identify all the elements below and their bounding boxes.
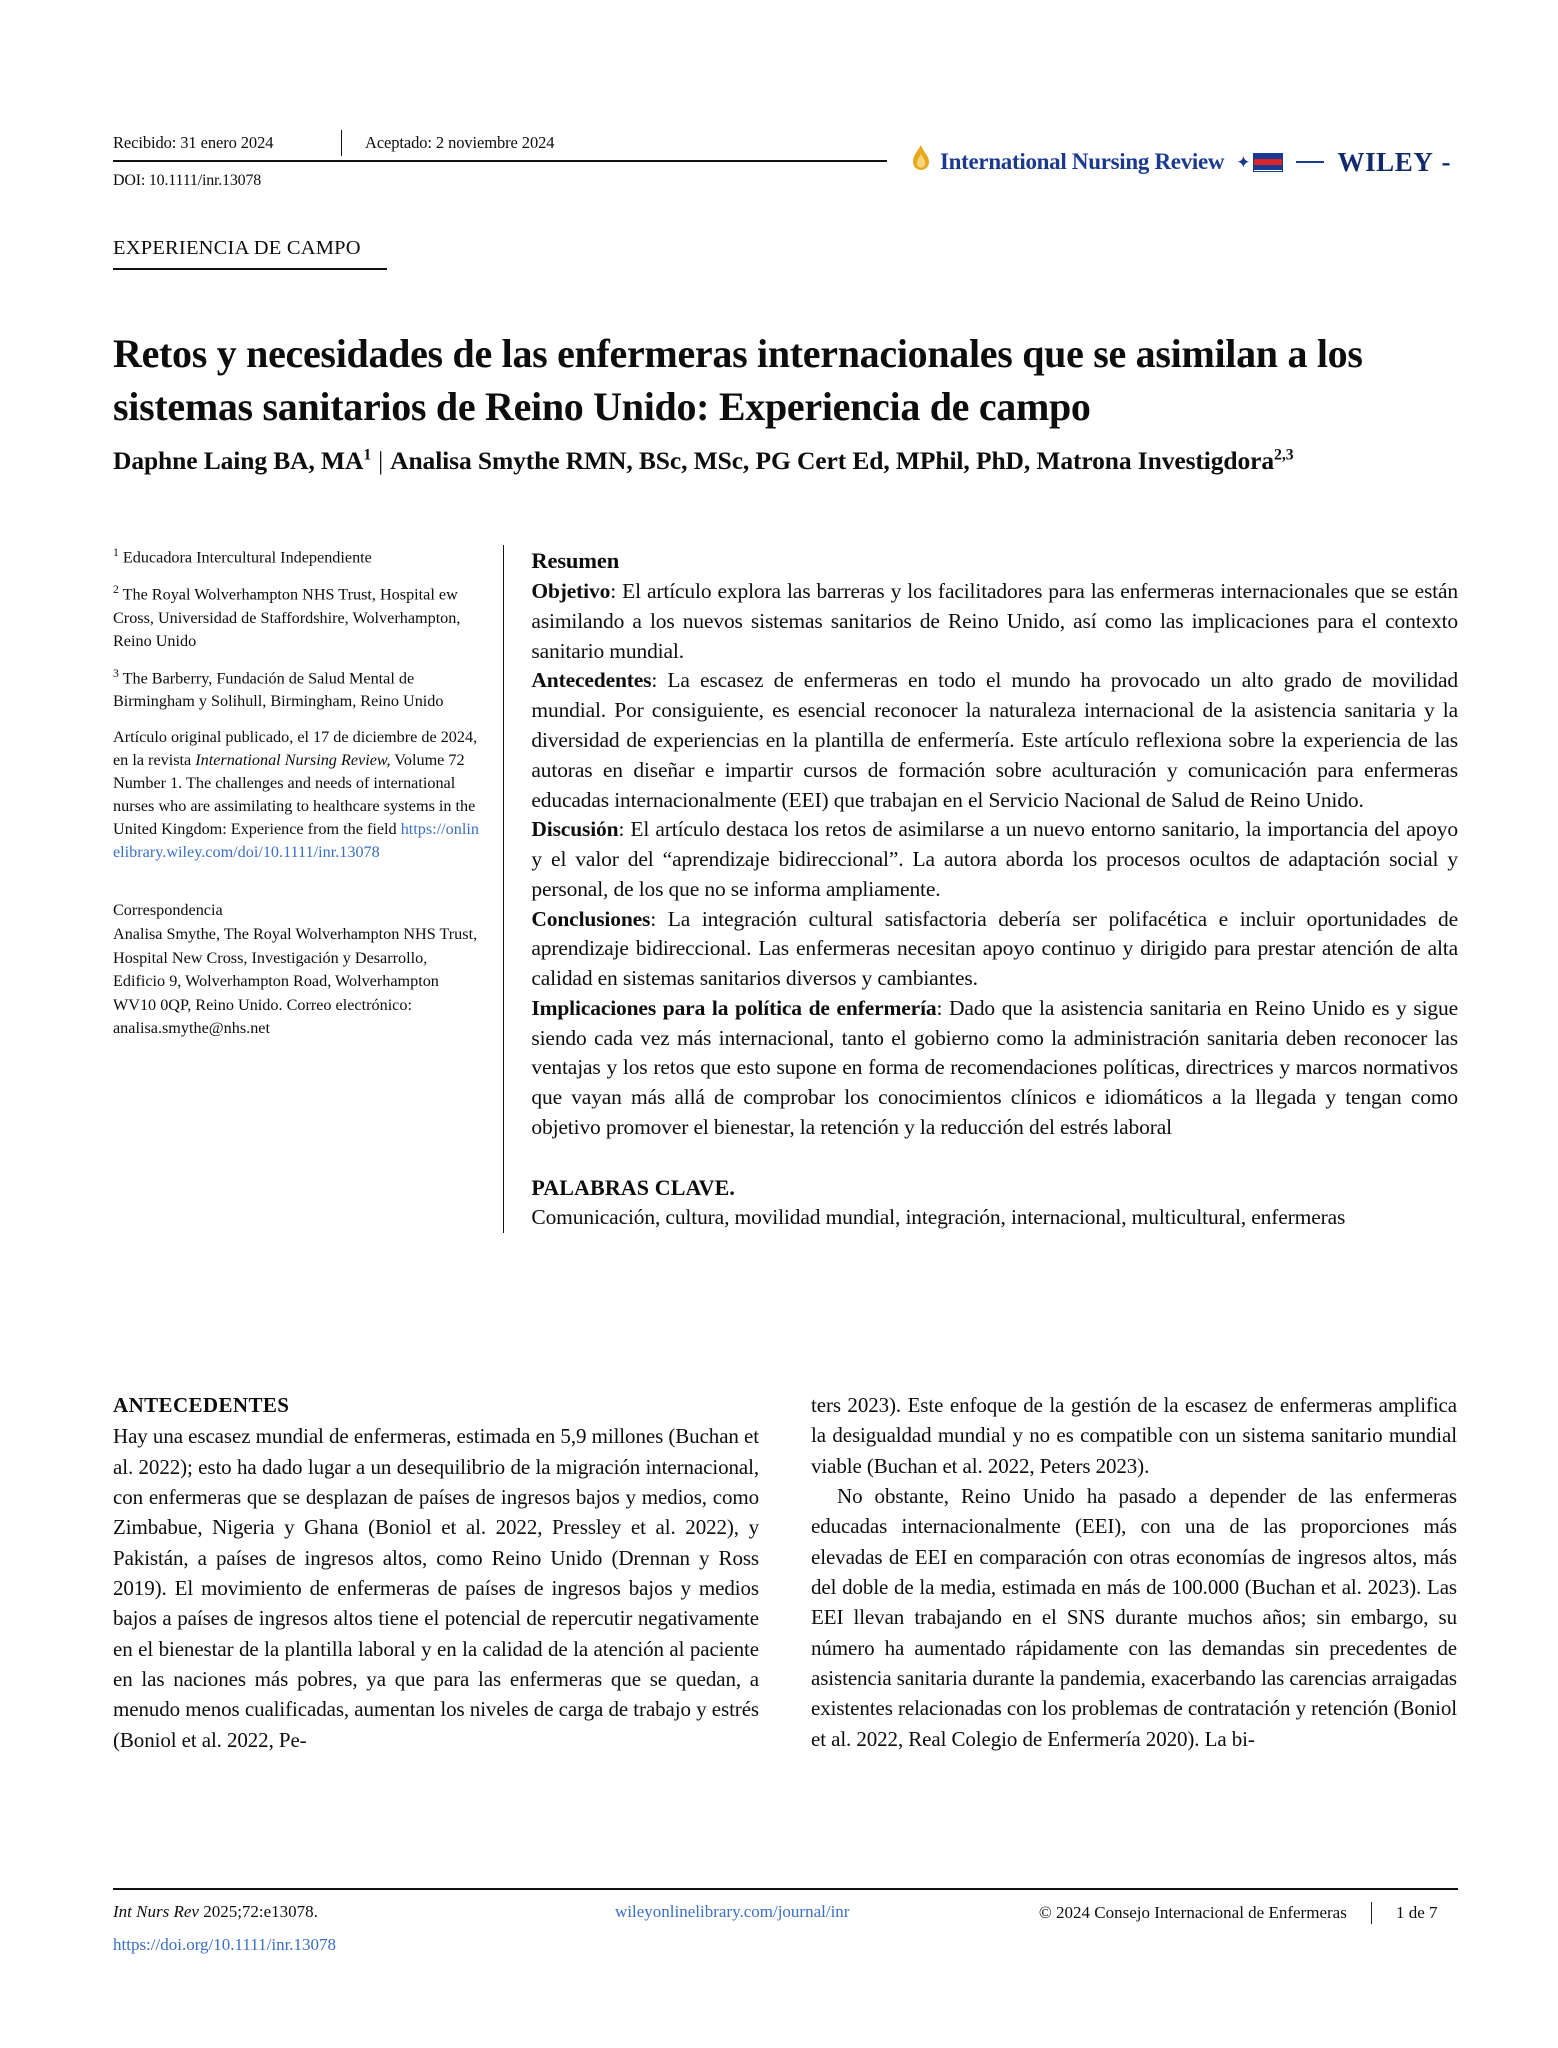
affiliation-3-marker: 3 (113, 666, 119, 680)
footer-page-number: 1 de 7 (1396, 1903, 1438, 1922)
abstract-objetivo-text: : El artículo explora las barreras y los facilitadores para las enfermeras internacionales que se están asimilando a los nuevos sistemas sanitarios de Reino Unido, así como las implicaciones para el contexto sanitario mundial. (531, 579, 1458, 663)
body-paragraph-left-1: Hay una escasez mundial de enfermeras, estimada en 5,9 millones (Buchan et al. 2022); esto ha dado lugar a un desequilibrio de la migración internacional, con enfermeras que se desplazan de países de ingresos bajos y medios, como Zimbabue, Nigeria y Ghana (Boniol et al. 2022, Pressley et al. 2022), y Pakistán, a países de ingresos altos, como Reino Unido (Drennan y Ross 2019). El movimiento de enfermeras de países de ingresos bajos y medios bajos a países de ingresos altos tiene el potencial de repercutir negativamente en el bienestar de la plantilla laboral y en la calidad de la atención al paciente en las naciones más pobres, ya que para las enfermeras que se quedan, a menudo menos cualificadas, aumentan los niveles de carga de trabajo y estrés (Boniol et al. 2022, Pe- (113, 1424, 759, 1752)
wiley-dash (1296, 161, 1324, 163)
body-column-right (811, 1390, 1457, 1755)
footer-citation-journal: Int Nurs Rev (113, 1902, 199, 1921)
date-divider (341, 130, 342, 156)
abstract-column (504, 545, 1458, 1233)
article-type-rule (113, 268, 387, 270)
author-1-affiliation-marker: 1 (363, 446, 372, 464)
affiliation-3 (113, 666, 481, 713)
abstract-discusion-text: : El artículo destaca los retos de asimilarse a un nuevo entorno sanitario, la importancia del apoyo y el valor del “aprendizaje bidireccional”. La autora aborda los procesos ocultos de adaptación social y personal, de los que no se informa ampliamente. (531, 817, 1458, 901)
abstract-discusion-label: Discusión (531, 817, 619, 842)
original-note-part1: Artículo original publicado, el 17 de diciembre de 2024, en la revista (113, 728, 478, 770)
abstract-heading: Resumen (531, 548, 620, 573)
page-footer (113, 1902, 1458, 1955)
footer-right-group (1039, 1902, 1458, 1924)
wiley-logo: WILEY (1337, 146, 1434, 177)
footer-separator (1371, 1902, 1372, 1924)
author-2-affiliation-marker: 2,3 (1274, 446, 1294, 464)
page-title: Retos y necesidades de las enfermeras internacionales que se asimilan a los sistemas sanitarios de Reino Unido: Experiencia de campo (113, 330, 1363, 429)
author-byline (113, 443, 1373, 478)
correspondence-body: Analisa Smythe, The Royal Wolverhampton NHS Trust, Hospital New Cross, Investigación y Desarrollo, Edificio 9, Wolverhampton Road, Wolverhampton WV10 0QP, Reino Unido. Correo electrónico: analisa.smythe@nhs.net (113, 925, 478, 1038)
abstract-implicaciones-label: Implicaciones para la política de enfermería (531, 995, 937, 1020)
original-article-link[interactable]: https://onlinelibrary.wiley.com/doi/10.1111/inr.13078 (113, 820, 479, 862)
author-1-name: Daphne Laing BA, MA (113, 446, 364, 475)
footer-copyright: © 2024 Consejo Internacional de Enfermeras (1038, 1903, 1347, 1922)
star-icon: ✦ (1236, 152, 1251, 172)
abstract-objetivo (531, 577, 1458, 666)
abstract-antecedentes-label: Antecedentes (531, 668, 652, 693)
flame-icon (910, 145, 932, 175)
affiliation-1-text: Educadora Intercultural Independiente (122, 548, 372, 567)
abstract-antecedentes (531, 666, 1458, 815)
abstract-conclusiones-text: : La integración cultural satisfactoria debería ser polifacética e incluir oportunidades de aprendizaje bidireccional. Las enfermeras necesitan apoyo continuo y dirigido para prestar atención de alta calidad en sistemas sanitarios diversos y cambiantes. (531, 906, 1458, 991)
affiliation-spacer (113, 877, 481, 899)
doi-line: DOI: 10.1111/inr.13078 (113, 172, 262, 189)
inr-emblem (1236, 153, 1283, 172)
journal-name: International Nursing Review (940, 149, 1225, 174)
abstract-implicaciones-text: : Dado que la asistencia sanitaria en Reino Unido es y sigue siendo cada vez más internacional, tanto el gobierno como la administración sanitaria deben reconocer las ventajas y los retos que esto supone en forma de recomendaciones políticas, directrices y marcos normativos que vayan más allá de comprobar los conocimientos clínicos e idiomáticos a la llegada y tengan como objetivo promover el bienestar, la retención y la reducción del estrés laboral (531, 995, 1458, 1139)
section-heading-antecedentes: ANTECEDENTES (113, 1393, 290, 1417)
original-note-journal: International Nursing Review, (195, 751, 391, 770)
original-note-part2: Volume 72 Number 1. The challenges and needs of international nurses who are assimilating to healthcare systems in the United Kingdom: Experience from the field (113, 751, 476, 839)
body-paragraph-right-1: ters 2023). Este enfoque de la gestión de la escasez de enfermeras amplifica la desigualdad mundial y no es compatible con un sistema sanitario mundial viable (Buchan et al. 2022, Peters 2023). (811, 1393, 1457, 1478)
footer-doi-link[interactable]: https://doi.org/10.1111/inr.13078 (113, 1935, 337, 1954)
article-type: EXPERIENCIA DE CAMPO (113, 237, 361, 259)
abstract-implicaciones (531, 994, 1458, 1143)
accepted-date: Aceptado: 2 noviembre 2024 (365, 133, 555, 152)
affiliation-3-text: The Barberry, Fundación de Salud Mental de Birmingham y Solihull, Birmingham, Reino Unido (113, 669, 444, 711)
body-paragraph-right-2: No obstante, Reino Unido ha pasado a depender de las enfermeras educadas internacionalmente (EEI), con una de las proporciones más elevadas de EEI en comparación con otras economías de ingresos altos, más del doble de la media, estimada en más de 100.000 (Buchan et al. 2023). Las EEI llevan trabajando en el SNS durante muchos años; sin embargo, su número ha aumentado rápidamente con las demandas sin precedentes de asistencia sanitaria durante la pandemia, exacerbando las carencias arraigadas existentes relacionadas con los problemas de contratación y retención (Boniol et al. 2022, Real Colegio de Enfermería 2020). La bi- (811, 1484, 1457, 1751)
original-publication-note (113, 726, 481, 864)
keywords-list: Comunicación, cultura, movilidad mundial, integración, internacional, multicultural, enfermeras (531, 1205, 1346, 1230)
received-date: Recibido: 31 enero 2024 (113, 133, 274, 152)
correspondence-heading: Correspondencia (113, 901, 223, 920)
affiliation-1-marker: 1 (113, 546, 119, 559)
journal-brand (910, 142, 1458, 182)
affiliation-2-marker: 2 (113, 583, 119, 597)
affiliation-2-text: The Royal Wolverhampton NHS Trust, Hospital ew Cross, Universidad de Staffordshire, Wolverhampton, Reino Unido (113, 585, 461, 650)
affiliation-2 (113, 582, 481, 652)
affiliation-1 (113, 545, 481, 569)
author-2-name: Analisa Smythe RMN, BSc, MSc, PG Cert Ed, MPhil, PhD, Matrona Investigdora (390, 446, 1275, 475)
flag-icon (1253, 153, 1283, 172)
keywords-spacer (531, 1143, 1458, 1173)
affiliations-column (113, 545, 503, 1233)
abstract-objetivo-label: Objetivo (531, 579, 611, 604)
keywords-heading: PALABRAS CLAVE. (531, 1174, 736, 1200)
author-separator: | (378, 446, 384, 475)
footer-rule (113, 1888, 1458, 1890)
footer-citation-rest: 2025;72:e13078. (198, 1902, 318, 1921)
body-columns (113, 1390, 1458, 1755)
abstract-discusion (531, 815, 1458, 904)
footer-citation (113, 1902, 593, 1955)
wiley-logo-tail: - (1441, 146, 1451, 177)
info-block (113, 545, 1458, 1233)
abstract-conclusiones-label: Conclusiones (531, 906, 651, 931)
correspondence-block (113, 899, 481, 1040)
header-rule (113, 160, 887, 162)
body-column-left (113, 1390, 759, 1755)
abstract-antecedentes-text: : La escasez de enfermeras en todo el mundo ha provocado un alto grado de movilidad mundial. Por consiguiente, es esencial reconocer la naturaleza internacional de la asistencia sanitaria y la diversidad de experiencias en la plantilla de enfermería. Este artículo reflexiona sobre la experiencia de las autoras en diseñar e impartir cursos de formación sobre aculturación y comunicación para enfermeras educadas internacionalmente (EEI) que trabajan en el Servicio Nacional de Salud de Reino Unido. (531, 668, 1458, 812)
abstract-conclusiones (531, 905, 1458, 994)
footer-journal-link[interactable]: wileyonlinelibrary.com/journal/inr (615, 1902, 850, 1921)
